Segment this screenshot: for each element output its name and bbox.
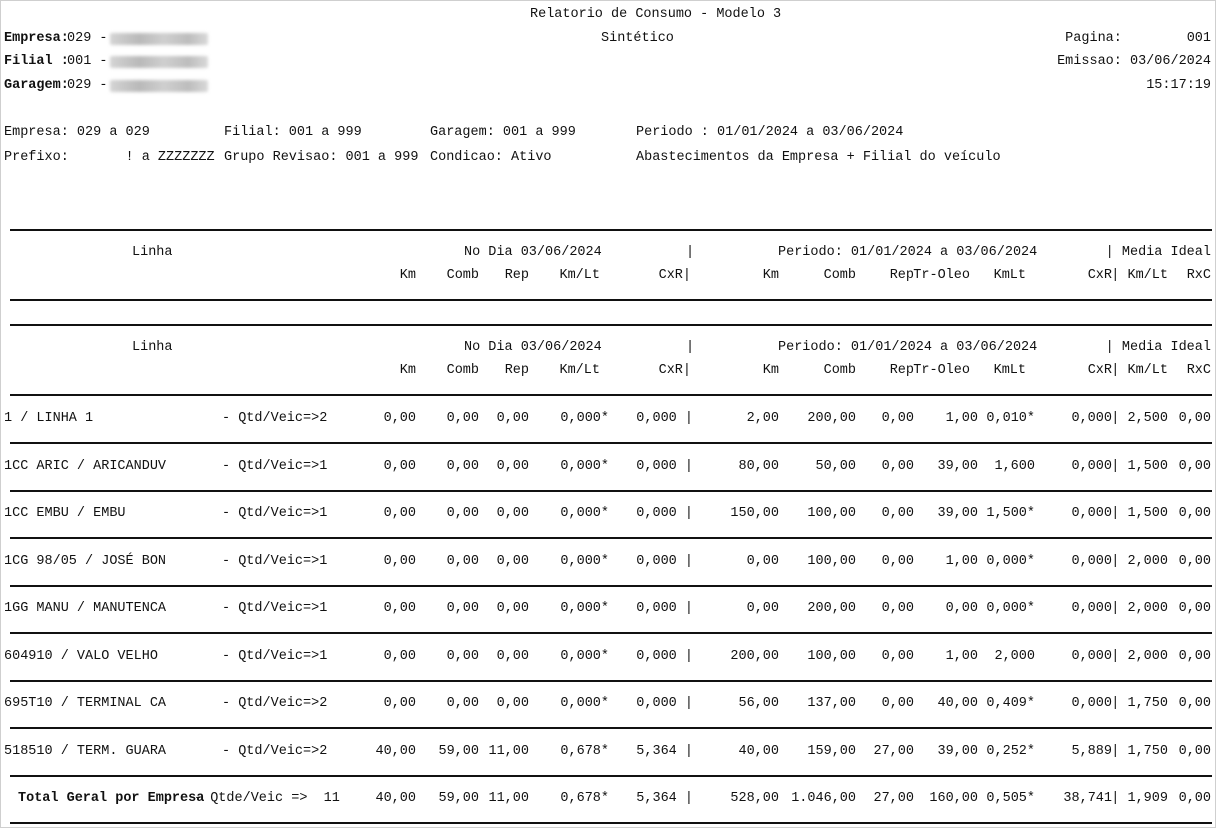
total-rep: 11,00 <box>488 791 529 806</box>
total-periodo-rep: 27,00 <box>873 791 914 806</box>
cell-periodo-comb: 200,00 <box>807 411 856 426</box>
cell-periodo-rep: 0,00 <box>881 459 914 474</box>
cell-rep: 0,00 <box>496 411 529 426</box>
cell-periodo-comb: 159,00 <box>807 744 856 759</box>
col-periodo-cxr: CxR <box>1087 363 1112 378</box>
cell-tr-oleo: 39,00 <box>937 506 978 521</box>
cell-cxr: 5,364 | <box>636 744 693 759</box>
cell-periodo-rep: 0,00 <box>881 601 914 616</box>
cell-kmlt: 0,000* <box>560 459 609 474</box>
total-km: 40,00 <box>375 791 416 806</box>
cell-kmlt: 0,000* <box>560 554 609 569</box>
cell-periodo-km: 80,00 <box>738 459 779 474</box>
cell-periodo-kmlt: 0,000* <box>986 554 1035 569</box>
cell-periodo-km: 150,00 <box>730 506 779 521</box>
cell-qtd-veic: - Qtd/Veic=>1 <box>222 649 328 664</box>
col-periodo-km: Km <box>762 268 779 283</box>
cell-cxr: 0,000 | <box>636 459 693 474</box>
cell-rep: 0,00 <box>496 649 529 664</box>
cell-rxc: 0,00 <box>1178 554 1211 569</box>
cell-cxr: 0,000 | <box>636 649 693 664</box>
total-rxc: 0,00 <box>1178 791 1211 806</box>
garagem-value: 029 - <box>67 78 108 93</box>
header-media-ideal: | Media Ideal <box>1105 245 1211 260</box>
cell-periodo-km: 0,00 <box>746 601 779 616</box>
cell-rxc: 0,00 <box>1178 649 1211 664</box>
cell-km: 0,00 <box>383 696 416 711</box>
cell-km: 0,00 <box>383 411 416 426</box>
cell-tr-oleo: 1,00 <box>945 554 978 569</box>
redacted-empresa-name <box>110 33 208 45</box>
cell-linha: 1 / LINHA 1 <box>4 411 94 426</box>
table-row <box>0 554 1216 570</box>
cell-periodo-kmlt: 1,600 <box>994 459 1035 474</box>
total-cxr: 5,364 | <box>636 791 693 806</box>
total-tr-oleo: 160,00 <box>929 791 978 806</box>
cell-kmlt: 0,000* <box>560 649 609 664</box>
total-periodo-km: 528,00 <box>730 791 779 806</box>
cell-qtd-veic: - Qtd/Veic=>1 <box>222 506 328 521</box>
col-cxr: CxR| <box>658 268 691 283</box>
cell-km: 0,00 <box>383 601 416 616</box>
redacted-filial-name <box>110 56 208 68</box>
total-label: Total Geral por Empresa <box>18 791 205 806</box>
header-linha: Linha <box>132 245 173 260</box>
cell-periodo-km: 40,00 <box>738 744 779 759</box>
cell-comb: 0,00 <box>446 554 479 569</box>
cell-periodo-cxr: 0,000 <box>1071 411 1112 426</box>
header-linha: Linha <box>132 340 173 355</box>
cell-linha: 1CG 98/05 / JOSÉ BON <box>4 554 167 569</box>
divider <box>10 490 1212 492</box>
cell-rxc: 0,00 <box>1178 411 1211 426</box>
total-row <box>0 791 1216 807</box>
cell-media-kmlt: | 1,500 <box>1111 459 1168 474</box>
col-periodo-kmlt: KmLt <box>993 363 1026 378</box>
cell-linha: 1CC EMBU / EMBU <box>4 506 126 521</box>
table-row <box>0 696 1216 712</box>
col-km: Km <box>399 268 416 283</box>
col-comb: Comb <box>446 268 479 283</box>
emission-date: Emissao: 03/06/2024 <box>1057 54 1211 69</box>
cell-kmlt: 0,678* <box>560 744 609 759</box>
col-periodo-rep: Rep <box>889 268 914 283</box>
table-row <box>0 411 1216 427</box>
cell-kmlt: 0,000* <box>560 696 609 711</box>
cell-periodo-rep: 0,00 <box>881 554 914 569</box>
cell-media-kmlt: | 2,000 <box>1111 601 1168 616</box>
cell-periodo-comb: 200,00 <box>807 601 856 616</box>
cell-periodo-km: 56,00 <box>738 696 779 711</box>
filial-label: Filial : <box>4 54 69 69</box>
col-rxc: RxC <box>1186 268 1211 283</box>
cell-km: 0,00 <box>383 459 416 474</box>
cell-periodo-km: 0,00 <box>746 554 779 569</box>
col-periodo-comb: Comb <box>823 363 856 378</box>
page-number: Pagina: 001 <box>1065 31 1211 46</box>
cell-comb: 0,00 <box>446 506 479 521</box>
redacted-garagem-name <box>110 80 208 92</box>
header-periodo: Periodo: 01/01/2024 a 03/06/2024 <box>778 340 1038 355</box>
cell-qtd-veic: - Qtd/Veic=>2 <box>222 696 328 711</box>
col-tr-oleo: Tr-Oleo <box>913 363 970 378</box>
cell-periodo-cxr: 0,000 <box>1071 506 1112 521</box>
cell-periodo-cxr: 5,889 <box>1071 744 1112 759</box>
cell-periodo-kmlt: 0,000* <box>986 601 1035 616</box>
cell-rep: 0,00 <box>496 554 529 569</box>
cell-tr-oleo: 39,00 <box>937 459 978 474</box>
cell-periodo-comb: 100,00 <box>807 506 856 521</box>
header-periodo: Periodo: 01/01/2024 a 03/06/2024 <box>778 245 1038 260</box>
cell-rxc: 0,00 <box>1178 506 1211 521</box>
cell-rxc: 0,00 <box>1178 696 1211 711</box>
cell-media-kmlt: | 2,000 <box>1111 649 1168 664</box>
cell-cxr: 0,000 | <box>636 411 693 426</box>
col-periodo-rep: Rep <box>889 363 914 378</box>
cell-cxr: 0,000 | <box>636 506 693 521</box>
cell-periodo-kmlt: 1,500* <box>986 506 1035 521</box>
cell-linha: 1CC ARIC / ARICANDUV <box>4 459 167 474</box>
cell-periodo-kmlt: 2,000 <box>994 649 1035 664</box>
total-periodo-comb: 1.046,00 <box>791 791 856 806</box>
garagem-label: Garagem: <box>4 78 69 93</box>
cell-periodo-cxr: 0,000 <box>1071 696 1112 711</box>
filter-condicao: Condicao: Ativo <box>430 150 552 165</box>
cell-kmlt: 0,000* <box>560 506 609 521</box>
filter-grupo-revisao: Grupo Revisao: 001 a 999 <box>224 150 419 165</box>
cell-linha: 518510 / TERM. GUARA <box>4 744 167 759</box>
divider <box>10 324 1212 326</box>
cell-cxr: 0,000 | <box>636 554 693 569</box>
cell-tr-oleo: 0,00 <box>945 601 978 616</box>
cell-periodo-km: 200,00 <box>730 649 779 664</box>
divider <box>10 229 1212 231</box>
cell-comb: 0,00 <box>446 459 479 474</box>
table-row <box>0 601 1216 617</box>
col-rep: Rep <box>504 363 529 378</box>
cell-periodo-comb: 100,00 <box>807 649 856 664</box>
cell-media-kmlt: | 2,000 <box>1111 554 1168 569</box>
cell-linha: 1GG MANU / MANUTENCA <box>4 601 167 616</box>
divider <box>10 299 1212 301</box>
cell-periodo-rep: 0,00 <box>881 696 914 711</box>
header-separator: | <box>686 245 695 260</box>
col-tr-oleo: Tr-Oleo <box>913 268 970 283</box>
col-periodo-km: Km <box>762 363 779 378</box>
divider <box>10 537 1212 539</box>
divider <box>10 585 1212 587</box>
cell-periodo-comb: 50,00 <box>815 459 856 474</box>
cell-periodo-cxr: 0,000 <box>1071 554 1112 569</box>
col-periodo-comb: Comb <box>823 268 856 283</box>
cell-linha: 695T10 / TERMINAL CA <box>4 696 167 711</box>
col-periodo-cxr: CxR <box>1087 268 1112 283</box>
cell-periodo-kmlt: 0,252* <box>986 744 1035 759</box>
col-media-kmlt: | Km/Lt <box>1111 268 1168 283</box>
total-kmlt: 0,678* <box>560 791 609 806</box>
cell-tr-oleo: 40,00 <box>937 696 978 711</box>
cell-media-kmlt: | 2,500 <box>1111 411 1168 426</box>
divider <box>10 632 1212 634</box>
divider <box>10 775 1212 777</box>
cell-km: 40,00 <box>375 744 416 759</box>
emission-time: 15:17:19 <box>1146 78 1211 93</box>
filter-abastecimentos: Abastecimentos da Empresa + Filial do veículo <box>636 150 1001 165</box>
table-row <box>0 649 1216 665</box>
cell-periodo-rep: 0,00 <box>881 649 914 664</box>
filter-filial: Filial: 001 a 999 <box>224 125 362 140</box>
divider <box>10 822 1212 824</box>
col-kmlt: Km/Lt <box>559 268 600 283</box>
cell-periodo-rep: 0,00 <box>881 411 914 426</box>
cell-comb: 0,00 <box>446 696 479 711</box>
cell-periodo-comb: 100,00 <box>807 554 856 569</box>
divider <box>10 727 1212 729</box>
cell-rep: 0,00 <box>496 696 529 711</box>
header-no-dia: No Dia 03/06/2024 <box>464 245 602 260</box>
col-cxr: CxR| <box>658 363 691 378</box>
cell-km: 0,00 <box>383 506 416 521</box>
cell-cxr: 0,000 | <box>636 601 693 616</box>
cell-periodo-km: 2,00 <box>746 411 779 426</box>
cell-periodo-kmlt: 0,409* <box>986 696 1035 711</box>
header-separator: | <box>686 340 695 355</box>
cell-linha: 604910 / VALO VELHO <box>4 649 158 664</box>
filial-value: 001 - <box>67 54 108 69</box>
cell-rxc: 0,00 <box>1178 459 1211 474</box>
cell-comb: 59,00 <box>438 744 479 759</box>
total-qtd-veic: - Qtde/Veic => 11 <box>194 791 340 806</box>
cell-rep: 0,00 <box>496 459 529 474</box>
cell-comb: 0,00 <box>446 411 479 426</box>
total-comb: 59,00 <box>438 791 479 806</box>
col-rxc: RxC <box>1186 363 1211 378</box>
header-no-dia: No Dia 03/06/2024 <box>464 340 602 355</box>
header-media-ideal: | Media Ideal <box>1105 340 1211 355</box>
cell-rep: 11,00 <box>488 744 529 759</box>
cell-periodo-cxr: 0,000 <box>1071 601 1112 616</box>
report-subtitle: Sintético <box>601 31 674 46</box>
cell-comb: 0,00 <box>446 601 479 616</box>
filter-periodo: Periodo : 01/01/2024 a 03/06/2024 <box>636 125 904 140</box>
cell-qtd-veic: - Qtd/Veic=>2 <box>222 744 328 759</box>
filter-empresa: Empresa: 029 a 029 <box>4 125 150 140</box>
report-title: Relatorio de Consumo - Modelo 3 <box>530 7 782 22</box>
cell-kmlt: 0,000* <box>560 411 609 426</box>
cell-periodo-rep: 0,00 <box>881 506 914 521</box>
col-km: Km <box>399 363 416 378</box>
total-media-kmlt: | 1,909 <box>1111 791 1168 806</box>
divider <box>10 394 1212 396</box>
cell-kmlt: 0,000* <box>560 601 609 616</box>
cell-km: 0,00 <box>383 554 416 569</box>
table-row <box>0 459 1216 475</box>
cell-periodo-kmlt: 0,010* <box>986 411 1035 426</box>
cell-media-kmlt: | 1,750 <box>1111 744 1168 759</box>
divider <box>10 442 1212 444</box>
cell-rep: 0,00 <box>496 601 529 616</box>
col-kmlt: Km/Lt <box>559 363 600 378</box>
cell-periodo-comb: 137,00 <box>807 696 856 711</box>
col-comb: Comb <box>446 363 479 378</box>
cell-periodo-rep: 27,00 <box>873 744 914 759</box>
cell-tr-oleo: 1,00 <box>945 411 978 426</box>
cell-qtd-veic: - Qtd/Veic=>1 <box>222 459 328 474</box>
cell-rxc: 0,00 <box>1178 601 1211 616</box>
table-row <box>0 506 1216 522</box>
empresa-label: Empresa: <box>4 31 69 46</box>
cell-qtd-veic: - Qtd/Veic=>1 <box>222 601 328 616</box>
cell-cxr: 0,000 | <box>636 696 693 711</box>
col-periodo-kmlt: KmLt <box>993 268 1026 283</box>
col-rep: Rep <box>504 268 529 283</box>
cell-qtd-veic: - Qtd/Veic=>2 <box>222 411 328 426</box>
cell-media-kmlt: | 1,750 <box>1111 696 1168 711</box>
cell-km: 0,00 <box>383 649 416 664</box>
cell-periodo-cxr: 0,000 <box>1071 459 1112 474</box>
cell-periodo-cxr: 0,000 <box>1071 649 1112 664</box>
cell-media-kmlt: | 1,500 <box>1111 506 1168 521</box>
cell-rxc: 0,00 <box>1178 744 1211 759</box>
filter-garagem: Garagem: 001 a 999 <box>430 125 576 140</box>
cell-qtd-veic: - Qtd/Veic=>1 <box>222 554 328 569</box>
table-row <box>0 744 1216 760</box>
cell-comb: 0,00 <box>446 649 479 664</box>
filter-prefixo: Prefixo: ! a ZZZZZZZ <box>4 150 215 165</box>
total-periodo-cxr: 38,741 <box>1063 791 1112 806</box>
cell-tr-oleo: 39,00 <box>937 744 978 759</box>
divider <box>10 680 1212 682</box>
empresa-value: 029 - <box>67 31 108 46</box>
total-periodo-kmlt: 0,505* <box>986 791 1035 806</box>
cell-rep: 0,00 <box>496 506 529 521</box>
col-media-kmlt: | Km/Lt <box>1111 363 1168 378</box>
cell-tr-oleo: 1,00 <box>945 649 978 664</box>
